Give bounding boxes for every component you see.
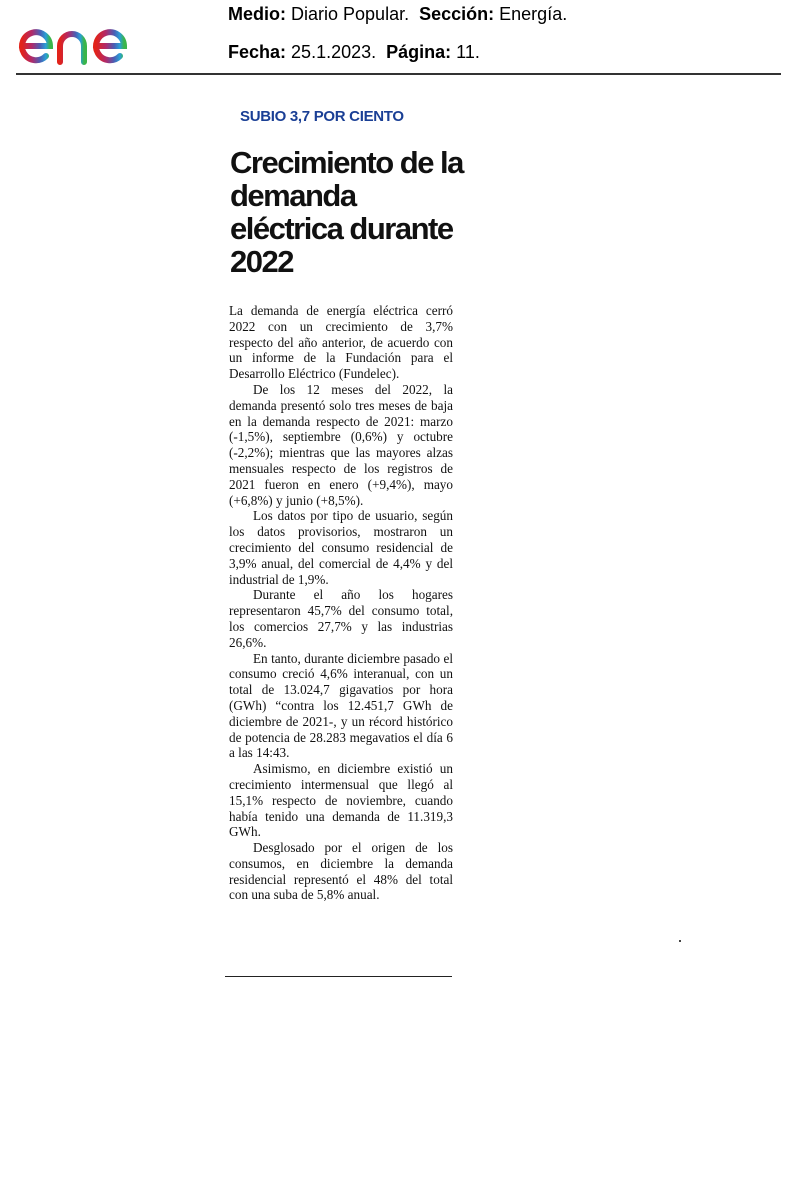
medio-value: Diario Popular. (291, 4, 410, 24)
article-paragraph: De los 12 meses del 2022, la demanda presentó solo tres meses de baja en la demanda respecto de 2021: marzo (-1,5%), septiembre (0,6%) y octubre (-2,2%); mientras que las mayores alzas mensuales respecto de los registros de 2021 fueron en enero (+9,4%), mayo (+6,8%) y junio (+8,5%). (229, 381, 453, 508)
header-divider (16, 73, 781, 75)
article-paragraph: Desglosado por el origen de los consumos, en diciembre la demanda residencial representó el 48% del total con una suba de 5,8% anual. (229, 840, 453, 903)
article-headline: Crecimiento de la demanda eléctrica durante 2022 (230, 145, 463, 279)
fecha-value: 25.1.2023. (291, 42, 377, 62)
article-paragraph: Los datos por tipo de usuario, según los datos provisorios, mostraron un crecimiento del consumo residencial de 3,9% anual, del comercial de 4,4% y del industrial de 1,9%. (229, 508, 453, 587)
pagina-label: Página: (386, 42, 452, 62)
article-paragraph: La demanda de energía eléctrica cerró 2022 con un crecimiento de 3,7% respecto del año anterior, de acuerdo con un informe de la Fundación para el Desarrollo Eléctrico (Fundelec). (229, 303, 453, 382)
pagina-value: 11. (456, 42, 480, 62)
article-body (229, 303, 453, 903)
article-end-rule (225, 976, 452, 977)
fecha-label: Fecha: (228, 42, 287, 62)
source-line (228, 4, 567, 25)
medio-label: Medio: (228, 4, 286, 24)
article-paragraph: Asimismo, en diciembre existió un crecimiento intermensual que llegó al 15,1% respecto de noviembre, cuando había tenido una demanda de 11.319,3 GWh. (229, 761, 453, 840)
article-paragraph: Durante el año los hogares representaron 45,7% del consumo total, los comercios 27,7% y las industrias 26,6%. (229, 587, 453, 650)
date-line (228, 42, 480, 63)
article-kicker: SUBIO 3,7 POR CIENTO (240, 108, 404, 125)
stray-mark (679, 940, 681, 942)
article-paragraph: En tanto, durante diciembre pasado el consumo creció 4,6% interanual, con un total de 13.024,7 gigavatios por hora (GWh) “contra los 12.451,7 GWh de diciembre de 2021-, y un récord histórico de potencia de 28.283 megavatios el día 6 a las 14:43. (229, 650, 453, 761)
seccion-value: Energía. (499, 4, 568, 24)
enel-logo (16, 16, 172, 68)
seccion-label: Sección: (419, 4, 495, 24)
